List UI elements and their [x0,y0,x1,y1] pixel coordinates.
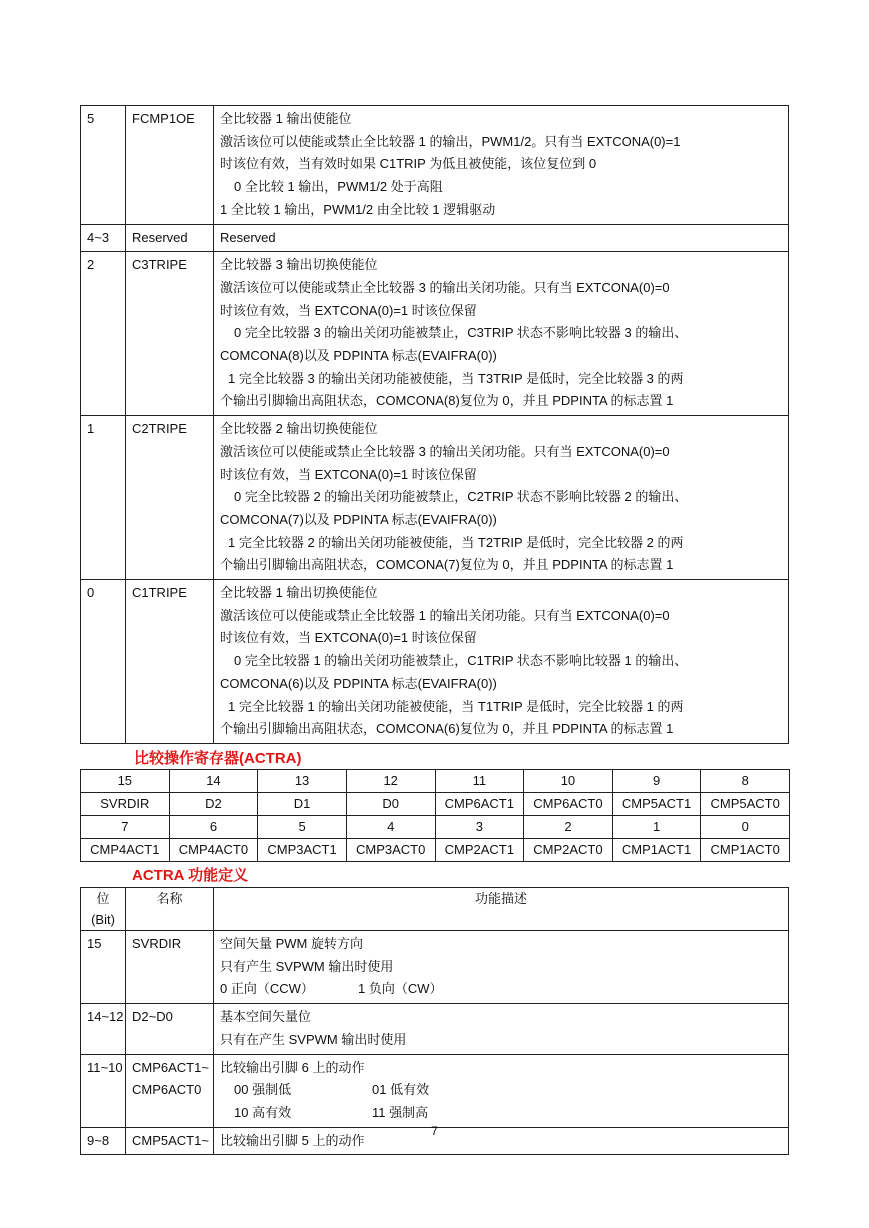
register-bit-cell: 2 [524,816,613,839]
bit-cell: 14~12 [81,1004,126,1054]
bit-cell: 5 [81,106,126,225]
description-line: 只有产生 SVPWM 输出时使用 [220,958,394,974]
bit-cell: 2 [81,252,126,416]
actra-definition-table [80,887,789,1155]
description-line: Reserved [220,229,276,245]
bit-cell: 9~8 [81,1127,126,1155]
option-ccw: 0 正向（CCW） [220,981,314,997]
description-line: COMCONA(8)以及 PDPINTA 标志(EVAIFRA(0)) [220,348,497,364]
table-row [81,416,789,580]
register-field-cell: CMP6ACT1 [435,793,524,816]
description-line: 基本空间矢量位 [220,1009,312,1025]
description-line: COMCONA(6)以及 PDPINTA 标志(EVAIFRA(0)) [220,675,497,691]
description-line: 时该位有效，当 EXTCONA(0)=1 时该位保留 [220,302,477,318]
register-name-row-high [81,793,790,816]
description-line: 全比较器 1 输出切换使能位 [220,585,378,601]
actra-definition-heading: ACTRA 功能定义 [132,867,249,884]
bit-definition-table-continued [80,105,789,744]
register-field-cell: D1 [258,793,347,816]
description-line: 个输出引脚输出高阻状态，COMCONA(7)复位为 0，并且 PDPINTA 的标志置 1 [220,557,674,573]
description-line: 个输出引脚输出高阻状态，COMCONA(6)复位为 0，并且 PDPINTA 的标志置 1 [220,721,674,737]
register-bit-cell: 0 [701,816,790,839]
description-cell [214,252,789,416]
register-bit-cell: 8 [701,770,790,793]
description-line: 0 完全比较器 2 的输出关闭功能被禁止，C2TRIP 状态不影响比较器 2 的输出、 [234,489,688,505]
description-line: 个输出引脚输出高阻状态，COMCONA(8)复位为 0，并且 PDPINTA 的标志置 1 [220,393,674,409]
description-line: 比较输出引脚 5 上的动作 [220,1132,365,1148]
description-line: 时该位有效，当 EXTCONA(0)=1 时该位保留 [220,466,477,482]
description-line: 全比较器 3 输出切换使能位 [220,257,378,273]
option-force-high: 11 强制高 [372,1104,429,1120]
description-line: 激活该位可以使能或禁止全比较器 1 的输出关闭功能。只有当 EXTCONA(0)=0 [220,607,670,623]
name-cell: CMP5ACT1~ [126,1127,214,1155]
header-name: 名称 [126,888,214,931]
description-cell [214,106,789,225]
description-line: 1 全比较 1 输出，PWM1/2 由全比较 1 逻辑驱动 [220,201,496,217]
table-row [81,224,789,252]
name-cell: C2TRIPE [126,416,214,580]
register-bit-cell: 14 [169,770,258,793]
register-field-cell: CMP5ACT1 [612,793,701,816]
option-force-low: 00 强制低 [234,1082,292,1098]
register-field-cell: CMP4ACT0 [169,839,258,862]
name-cell: D2~D0 [126,1004,214,1054]
name-cell: Reserved [126,224,214,252]
actra-section-heading: 比较操作寄存器(ACTRA) [134,750,302,767]
description-cell [214,580,789,744]
description-line: 比较输出引脚 6 上的动作 [220,1059,365,1075]
description-cell [214,1054,789,1127]
table-row [81,106,789,225]
register-field-cell: CMP2ACT1 [435,839,524,862]
header-bit: 位(Bit) [81,888,126,931]
register-bit-cell: 3 [435,816,524,839]
register-field-cell: CMP4ACT1 [81,839,170,862]
page-number: 7 [431,1124,438,1138]
register-bit-cell: 13 [258,770,347,793]
bit-cell: 11~10 [81,1054,126,1127]
description-line [220,1079,782,1102]
register-field-cell: SVRDIR [81,793,170,816]
description-line [220,1102,782,1125]
description-line: COMCONA(7)以及 PDPINTA 标志(EVAIFRA(0)) [220,511,497,527]
register-bit-row-high [81,770,790,793]
table-row [81,931,789,1004]
description-cell [214,416,789,580]
name-cell: C1TRIPE [126,580,214,744]
bit-cell: 1 [81,416,126,580]
register-bit-cell: 6 [169,816,258,839]
description-line: 0 完全比较器 1 的输出关闭功能被禁止，C1TRIP 状态不影响比较器 1 的输出、 [234,653,688,669]
register-field-cell: CMP2ACT0 [524,839,613,862]
option-active-low: 01 低有效 [372,1082,430,1098]
register-field-cell: CMP3ACT1 [258,839,347,862]
description-line [220,978,782,1001]
bit-cell: 4~3 [81,224,126,252]
description-cell [214,1004,789,1054]
description-line: 激活该位可以使能或禁止全比较器 3 的输出关闭功能。只有当 EXTCONA(0)=0 [220,279,670,295]
description-line: 0 完全比较器 3 的输出关闭功能被禁止，C3TRIP 状态不影响比较器 3 的输出、 [234,325,688,341]
bit-cell: 15 [81,931,126,1004]
register-field-cell: CMP1ACT0 [701,839,790,862]
register-bit-cell: 9 [612,770,701,793]
description-line: 1 完全比较器 3 的输出关闭功能被使能，当 T3TRIP 是低时，完全比较器 3 的两 [228,370,684,386]
description-line: 激活该位可以使能或禁止全比较器 3 的输出关闭功能。只有当 EXTCONA(0)=0 [220,443,670,459]
description-line: 全比较器 2 输出切换使能位 [220,421,378,437]
register-bit-cell: 15 [81,770,170,793]
register-bit-row-low [81,816,790,839]
description-cell [214,224,789,252]
description-line: 1 完全比较器 1 的输出关闭功能被使能，当 T1TRIP 是低时，完全比较器 1 的两 [228,698,684,714]
name-cell: FCMP1OE [126,106,214,225]
name-cell: SVRDIR [126,931,214,1004]
option-active-high: 10 高有效 [234,1104,292,1120]
table-header-row [81,888,789,931]
description-line: 时该位有效，当有效时如果 C1TRIP 为低且被使能，该位复位到 0 [220,156,597,172]
register-field-cell: CMP5ACT0 [701,793,790,816]
register-bit-cell: 5 [258,816,347,839]
description-line: 只有在产生 SVPWM 输出时使用 [220,1031,407,1047]
actra-register-map [80,769,790,862]
name-line: CMP6ACT1~ [132,1059,209,1075]
register-bit-cell: 4 [346,816,435,839]
table-row [81,252,789,416]
description-line: 1 完全比较器 2 的输出关闭功能被使能，当 T2TRIP 是低时，完全比较器 2 的两 [228,534,684,550]
bit-cell: 0 [81,580,126,744]
table-row [81,1054,789,1127]
register-bit-cell: 7 [81,816,170,839]
name-cell: C3TRIPE [126,252,214,416]
register-bit-cell: 10 [524,770,613,793]
description-cell [214,931,789,1004]
description-line: 0 全比较 1 输出，PWM1/2 处于高阻 [234,179,443,195]
description-line: 时该位有效，当 EXTCONA(0)=1 时该位保留 [220,630,477,646]
register-field-cell: D0 [346,793,435,816]
register-field-cell: CMP6ACT0 [524,793,613,816]
register-bit-cell: 12 [346,770,435,793]
register-name-row-low [81,839,790,862]
register-field-cell: CMP1ACT1 [612,839,701,862]
option-cw: 1 负向（CW） [358,981,443,997]
description-line: 空间矢量 PWM 旋转方向 [220,936,363,951]
register-bit-cell: 11 [435,770,524,793]
description-line: 激活该位可以使能或禁止全比较器 1 的输出，PWM1/2。只有当 EXTCONA(0)=1 [220,133,681,149]
table-row [81,580,789,744]
header-description: 功能描述 [214,888,789,931]
register-field-cell: CMP3ACT0 [346,839,435,862]
name-cell [126,1054,214,1127]
register-bit-cell: 1 [612,816,701,839]
register-field-cell: D2 [169,793,258,816]
name-line: CMP6ACT0 [132,1082,202,1098]
description-line: 全比较器 1 输出使能位 [220,111,352,126]
table-row [81,1004,789,1054]
